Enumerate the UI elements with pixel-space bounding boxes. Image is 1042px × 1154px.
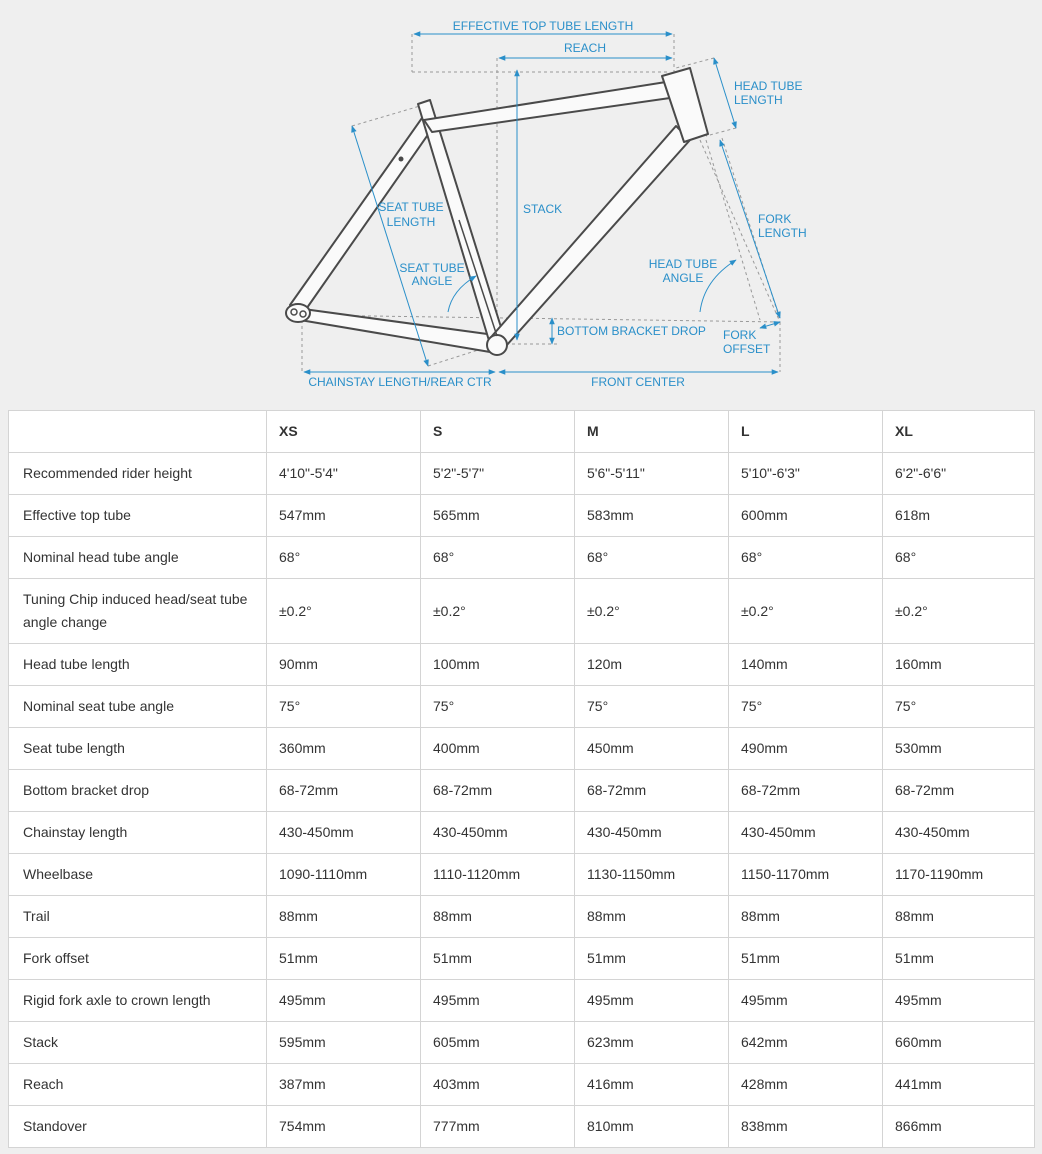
row-label: Recommended rider height bbox=[9, 453, 267, 495]
table-cell: 75° bbox=[883, 686, 1035, 728]
table-row bbox=[9, 1106, 1035, 1148]
table-cell: 88mm bbox=[883, 896, 1035, 938]
table-cell: 51mm bbox=[575, 938, 729, 980]
table-cell: 441mm bbox=[883, 1064, 1035, 1106]
table-cell: 642mm bbox=[729, 1022, 883, 1064]
table-row bbox=[9, 812, 1035, 854]
table-cell: 600mm bbox=[729, 495, 883, 537]
table-cell: 360mm bbox=[267, 728, 421, 770]
table-cell: 5'2"-5'7" bbox=[421, 453, 575, 495]
table-row bbox=[9, 854, 1035, 896]
table-cell: 75° bbox=[575, 686, 729, 728]
table-cell: 1130-1150mm bbox=[575, 854, 729, 896]
table-cell: 88mm bbox=[575, 896, 729, 938]
row-label: Chainstay length bbox=[9, 812, 267, 854]
table-row bbox=[9, 980, 1035, 1022]
table-cell: 51mm bbox=[421, 938, 575, 980]
table-cell: 68° bbox=[575, 537, 729, 579]
table-cell: 623mm bbox=[575, 1022, 729, 1064]
label-fork-length-1: FORK bbox=[758, 212, 792, 226]
table-corner-cell bbox=[9, 411, 267, 453]
table-cell: 495mm bbox=[575, 980, 729, 1022]
table-cell: 6'2"-6'6" bbox=[883, 453, 1035, 495]
table-row bbox=[9, 495, 1035, 537]
table-cell: 51mm bbox=[883, 938, 1035, 980]
table-cell: 400mm bbox=[421, 728, 575, 770]
table-cell: 777mm bbox=[421, 1106, 575, 1148]
table-cell: 403mm bbox=[421, 1064, 575, 1106]
row-label: Standover bbox=[9, 1106, 267, 1148]
table-cell: 140mm bbox=[729, 644, 883, 686]
table-cell: 583mm bbox=[575, 495, 729, 537]
table-cell: 5'6"-5'11" bbox=[575, 453, 729, 495]
label-seat-tube-length-1: SEAT TUBE bbox=[378, 200, 444, 214]
table-cell: 605mm bbox=[421, 1022, 575, 1064]
table-cell: 51mm bbox=[267, 938, 421, 980]
size-header-m: M bbox=[575, 411, 729, 453]
table-cell: 51mm bbox=[729, 938, 883, 980]
row-label: Nominal head tube angle bbox=[9, 537, 267, 579]
label-chainstay-length: CHAINSTAY LENGTH/REAR CTR bbox=[308, 375, 492, 389]
label-effective-top-tube-length: EFFECTIVE TOP TUBE LENGTH bbox=[452, 19, 634, 33]
row-label: Reach bbox=[9, 1064, 267, 1106]
table-cell: 428mm bbox=[729, 1064, 883, 1106]
table-cell: 1110-1120mm bbox=[421, 854, 575, 896]
label-head-tube-length-2: LENGTH bbox=[734, 93, 783, 107]
table-row bbox=[9, 453, 1035, 495]
table-header-row bbox=[9, 411, 1035, 453]
table-cell: 495mm bbox=[421, 980, 575, 1022]
table-row bbox=[9, 644, 1035, 686]
table-cell: 495mm bbox=[729, 980, 883, 1022]
table-cell: 88mm bbox=[267, 896, 421, 938]
table-cell: 68-72mm bbox=[883, 770, 1035, 812]
table-row bbox=[9, 537, 1035, 579]
size-header-xl: XL bbox=[883, 411, 1035, 453]
frame-geometry-diagram bbox=[0, 0, 1042, 400]
table-cell: 1150-1170mm bbox=[729, 854, 883, 896]
size-header-l: L bbox=[729, 411, 883, 453]
size-header-s: S bbox=[421, 411, 575, 453]
row-label: Trail bbox=[9, 896, 267, 938]
table-cell: ±0.2° bbox=[267, 579, 421, 644]
table-cell: 4'10"-5'4" bbox=[267, 453, 421, 495]
table-cell: 565mm bbox=[421, 495, 575, 537]
table-cell: 75° bbox=[267, 686, 421, 728]
table-cell: 430-450mm bbox=[729, 812, 883, 854]
table-row bbox=[9, 728, 1035, 770]
table-cell: 1170-1190mm bbox=[883, 854, 1035, 896]
table-row bbox=[9, 770, 1035, 812]
table-cell: 1090-1110mm bbox=[267, 854, 421, 896]
table-cell: 595mm bbox=[267, 1022, 421, 1064]
table-row bbox=[9, 579, 1035, 644]
label-front-center: FRONT CENTER bbox=[591, 375, 685, 389]
size-header-xs: XS bbox=[267, 411, 421, 453]
row-label: Tuning Chip induced head/seat tube angle change bbox=[9, 579, 267, 644]
table-cell: 68° bbox=[729, 537, 883, 579]
table-cell: 660mm bbox=[883, 1022, 1035, 1064]
label-seat-tube-angle-2: ANGLE bbox=[411, 274, 453, 288]
table-cell: 68-72mm bbox=[575, 770, 729, 812]
table-cell: 416mm bbox=[575, 1064, 729, 1106]
table-body bbox=[9, 453, 1035, 1148]
label-head-tube-angle-2: ANGLE bbox=[662, 271, 704, 285]
row-label: Fork offset bbox=[9, 938, 267, 980]
table-cell: 68-72mm bbox=[421, 770, 575, 812]
table-cell: 68-72mm bbox=[729, 770, 883, 812]
row-label: Effective top tube bbox=[9, 495, 267, 537]
row-label: Stack bbox=[9, 1022, 267, 1064]
table-cell: 810mm bbox=[575, 1106, 729, 1148]
table-cell: 430-450mm bbox=[267, 812, 421, 854]
table-cell: 430-450mm bbox=[883, 812, 1035, 854]
table-cell: 450mm bbox=[575, 728, 729, 770]
table-row bbox=[9, 1022, 1035, 1064]
geometry-table bbox=[8, 410, 1035, 1148]
label-fork-length-2: LENGTH bbox=[758, 226, 807, 240]
table-cell: 68° bbox=[267, 537, 421, 579]
table-cell: 88mm bbox=[421, 896, 575, 938]
label-head-tube-length-1: HEAD TUBE bbox=[734, 79, 803, 93]
table-cell: ±0.2° bbox=[729, 579, 883, 644]
table-cell: 75° bbox=[421, 686, 575, 728]
table-cell: 68-72mm bbox=[267, 770, 421, 812]
table-cell: 160mm bbox=[883, 644, 1035, 686]
row-label: Wheelbase bbox=[9, 854, 267, 896]
table-row bbox=[9, 938, 1035, 980]
table-cell: 68° bbox=[421, 537, 575, 579]
table-cell: 88mm bbox=[729, 896, 883, 938]
table-cell: 495mm bbox=[267, 980, 421, 1022]
table-cell: 387mm bbox=[267, 1064, 421, 1106]
label-fork-offset-1: FORK bbox=[723, 328, 757, 342]
table-cell: 530mm bbox=[883, 728, 1035, 770]
table-cell: 618m bbox=[883, 495, 1035, 537]
table-cell: ±0.2° bbox=[883, 579, 1035, 644]
table-cell: 430-450mm bbox=[575, 812, 729, 854]
table-cell: 838mm bbox=[729, 1106, 883, 1148]
bike-frame bbox=[286, 68, 708, 355]
label-seat-tube-length-2: LENGTH bbox=[386, 215, 436, 229]
table-cell: 120m bbox=[575, 644, 729, 686]
table-cell: 495mm bbox=[883, 980, 1035, 1022]
table-cell: 547mm bbox=[267, 495, 421, 537]
table-cell: 90mm bbox=[267, 644, 421, 686]
table-cell: 68° bbox=[883, 537, 1035, 579]
label-bottom-bracket-drop: BOTTOM BRACKET DROP bbox=[557, 324, 706, 338]
table-row bbox=[9, 1064, 1035, 1106]
table-cell: 100mm bbox=[421, 644, 575, 686]
row-label: Nominal seat tube angle bbox=[9, 686, 267, 728]
label-seat-tube-angle-1: SEAT TUBE bbox=[399, 261, 465, 275]
label-fork-offset-2: OFFSET bbox=[723, 342, 771, 356]
label-reach: REACH bbox=[563, 41, 607, 55]
row-label: Seat tube length bbox=[9, 728, 267, 770]
table-cell: 490mm bbox=[729, 728, 883, 770]
row-label: Rigid fork axle to crown length bbox=[9, 980, 267, 1022]
table-cell: 75° bbox=[729, 686, 883, 728]
table-cell: 430-450mm bbox=[421, 812, 575, 854]
table-cell: 5'10"-6'3" bbox=[729, 453, 883, 495]
table-cell: ±0.2° bbox=[421, 579, 575, 644]
label-stack: STACK bbox=[523, 202, 563, 216]
row-label: Head tube length bbox=[9, 644, 267, 686]
row-label: Bottom bracket drop bbox=[9, 770, 267, 812]
label-head-tube-angle-1: HEAD TUBE bbox=[648, 257, 718, 271]
table-row bbox=[9, 686, 1035, 728]
table-cell: 754mm bbox=[267, 1106, 421, 1148]
table-cell: ±0.2° bbox=[575, 579, 729, 644]
table-row bbox=[9, 896, 1035, 938]
table-cell: 866mm bbox=[883, 1106, 1035, 1148]
